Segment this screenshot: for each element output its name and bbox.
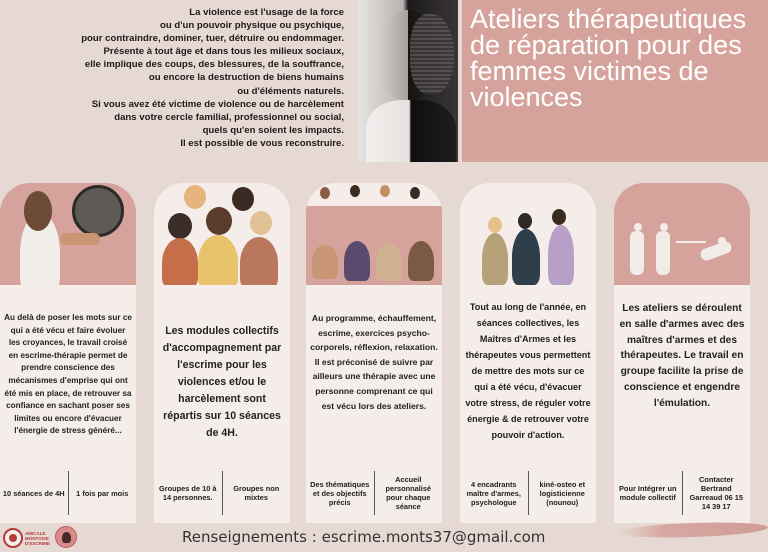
info-card-footer-left: Des thématiques et des objectifs précis: [310, 479, 370, 507]
footer: [0, 523, 768, 552]
woman-body: [312, 245, 338, 279]
info-column-4: [460, 183, 596, 523]
woman-head: [206, 207, 232, 235]
info-card-footer: [614, 463, 750, 523]
info-card-text: Les modules collectifs d'accompagnement par l'escrime pour les violences et/ou le harcèlement sont répartis sur 10 séances de 4H.: [162, 325, 282, 439]
page-title: Ateliers thérapeutiques de réparation pour des femmes victimes de violences: [470, 4, 747, 112]
sword-icon: [676, 241, 706, 243]
woman-body: [548, 225, 574, 285]
info-column-3: [306, 183, 442, 523]
woman-head: [250, 211, 272, 235]
illustration-meditating-women: [306, 183, 442, 287]
illustration-group-of-women: [154, 183, 290, 287]
woman-head: [232, 187, 254, 211]
info-card-footer-left: Groupes de 10 à 14 personnes.: [158, 484, 217, 502]
info-card-footer: [0, 463, 136, 523]
info-column-1: [0, 183, 136, 523]
fencer-body: [656, 231, 670, 275]
woman-head: [320, 187, 330, 199]
partner-logo-icon: [55, 526, 77, 548]
fencing-mask-icon: [410, 14, 454, 94]
intro-line: elle implique des coups, des blessures, de la souffrance,: [84, 59, 344, 71]
intro-line: Présente à tout âge et dans tous les milieux sociaux,: [103, 46, 344, 58]
hero-photo-body: [366, 100, 456, 162]
info-card-footer-left: 10 séances de 4H: [2, 488, 65, 498]
intro-line: dans votre cercle familial, professionnel ou social,: [114, 111, 344, 123]
illustration-fencers: [614, 183, 750, 287]
illustration-therapists: [460, 183, 596, 287]
info-card-footer-right: Contacter Bertrand Garreaud 06 15 14 39 17: [689, 475, 743, 511]
info-card-5: [614, 285, 750, 523]
fencing-mask-icon: [72, 185, 124, 237]
info-card-footer-right: Groupes non mixtes: [233, 484, 280, 502]
illustration-woman-with-mask: [0, 183, 136, 287]
hero-photo-woman-fencer: [358, 0, 458, 162]
intro-line: Si vous avez été victime de violence ou de harcèlement: [91, 98, 344, 110]
fencer-body: [699, 240, 733, 262]
woman-head: [350, 185, 360, 197]
woman-body: [240, 237, 278, 287]
fencer-head: [634, 223, 642, 231]
club-logo-icon: [3, 528, 23, 548]
info-card-footer-left: Pour Intégrer un module collectif: [619, 484, 677, 502]
contact-email[interactable]: Renseignements : escrime.monts37@gmail.com: [182, 528, 546, 546]
fencer-head: [660, 223, 668, 231]
info-card-footer: [306, 463, 442, 523]
woman-head: [410, 187, 420, 199]
woman-head: [488, 217, 502, 233]
intro-line: ou d'éléments naturels.: [237, 85, 344, 97]
woman-head: [184, 185, 206, 209]
woman-body: [344, 241, 370, 281]
intro-line: ou encore la destruction de biens humains: [148, 72, 344, 84]
woman-head: [552, 209, 566, 225]
partner-logo-figure: [62, 532, 71, 543]
woman-head: [168, 213, 192, 239]
woman-body: [376, 243, 402, 281]
intro-line: ou d'un pouvoir physique ou psychique,: [159, 20, 344, 32]
title-box: [462, 0, 768, 162]
info-card-footer-right: kiné-osteo et logisticienne (nounou): [539, 479, 586, 507]
info-card-text: Au programme, échauffement, escrime, exercices psycho-corporels, réflexion, relaxation. Il est préconisé de suivre par ailleurs une thérapie avec une personne comprenant ce qui est vécu lors des ateliers.: [310, 313, 438, 411]
info-column-5: [614, 183, 750, 523]
woman-body: [408, 241, 434, 281]
club-logo-dot: [9, 534, 17, 542]
figure-arm: [60, 233, 100, 245]
info-card-text: Les ateliers se déroulent en salle d'armes avec des maîtres d'armes et des thérapeutes. Le travail en groupe facilite la prise de conscience et engendre l'émulation.: [619, 303, 745, 409]
woman-body: [162, 238, 198, 287]
info-card-3: [306, 285, 442, 523]
woman-body: [482, 233, 508, 285]
woman-body: [512, 229, 540, 285]
figure-hair: [24, 191, 52, 231]
info-card-text: Au delà de poser les mots sur ce qui a été vécu et faire évoluer les croyances, le travail croisé en escrime-thérapie permet de prendre conscience des mécanismes d'emprise qui ont été mis en place, de retrouver sa confiance en sachant poser ses limites ou encore d'évacuer l'énergie de stress généré...: [4, 313, 132, 436]
woman-body: [198, 235, 238, 287]
intro-text: [0, 0, 352, 162]
intro-line: Il est possible de vous reconstruire.: [180, 137, 344, 149]
info-card-4: [460, 285, 596, 523]
intro-line: La violence est l'usage de la force: [189, 7, 344, 18]
info-card-footer: [154, 463, 290, 523]
club-logo-text: AMICALE MONTOISE D'ESCRIME: [25, 531, 50, 546]
info-card-1: [0, 285, 136, 523]
info-card-footer-right: Accueil personnalisé pour chaque séance: [385, 475, 432, 511]
intro-line: pour contraindre, dominer, tuer, détruire ou endommager.: [81, 33, 344, 45]
intro-line: quels qu'en soient les impacts.: [202, 124, 344, 136]
info-card-text: Tout au long de l'année, en séances collectives, les Maîtres d'Armes et les thérapeutes vous permettent de mettre des mots sur ce qui a été vécu, d'évacuer votre stress, de réguler votre énergie & de retrouver votre pouvoir d'action.: [465, 302, 591, 440]
info-card-footer: [460, 463, 596, 523]
decorative-brush-stroke: [618, 520, 768, 539]
info-card-footer-right: 1 fois par mois: [76, 488, 129, 498]
woman-head: [518, 213, 532, 229]
info-column-2: [154, 183, 290, 523]
fencer-body: [630, 231, 644, 275]
woman-head: [380, 185, 390, 197]
info-card-footer-left: 4 encadrants maître d'armes, psychologue: [466, 479, 521, 507]
info-card-2: [154, 285, 290, 523]
